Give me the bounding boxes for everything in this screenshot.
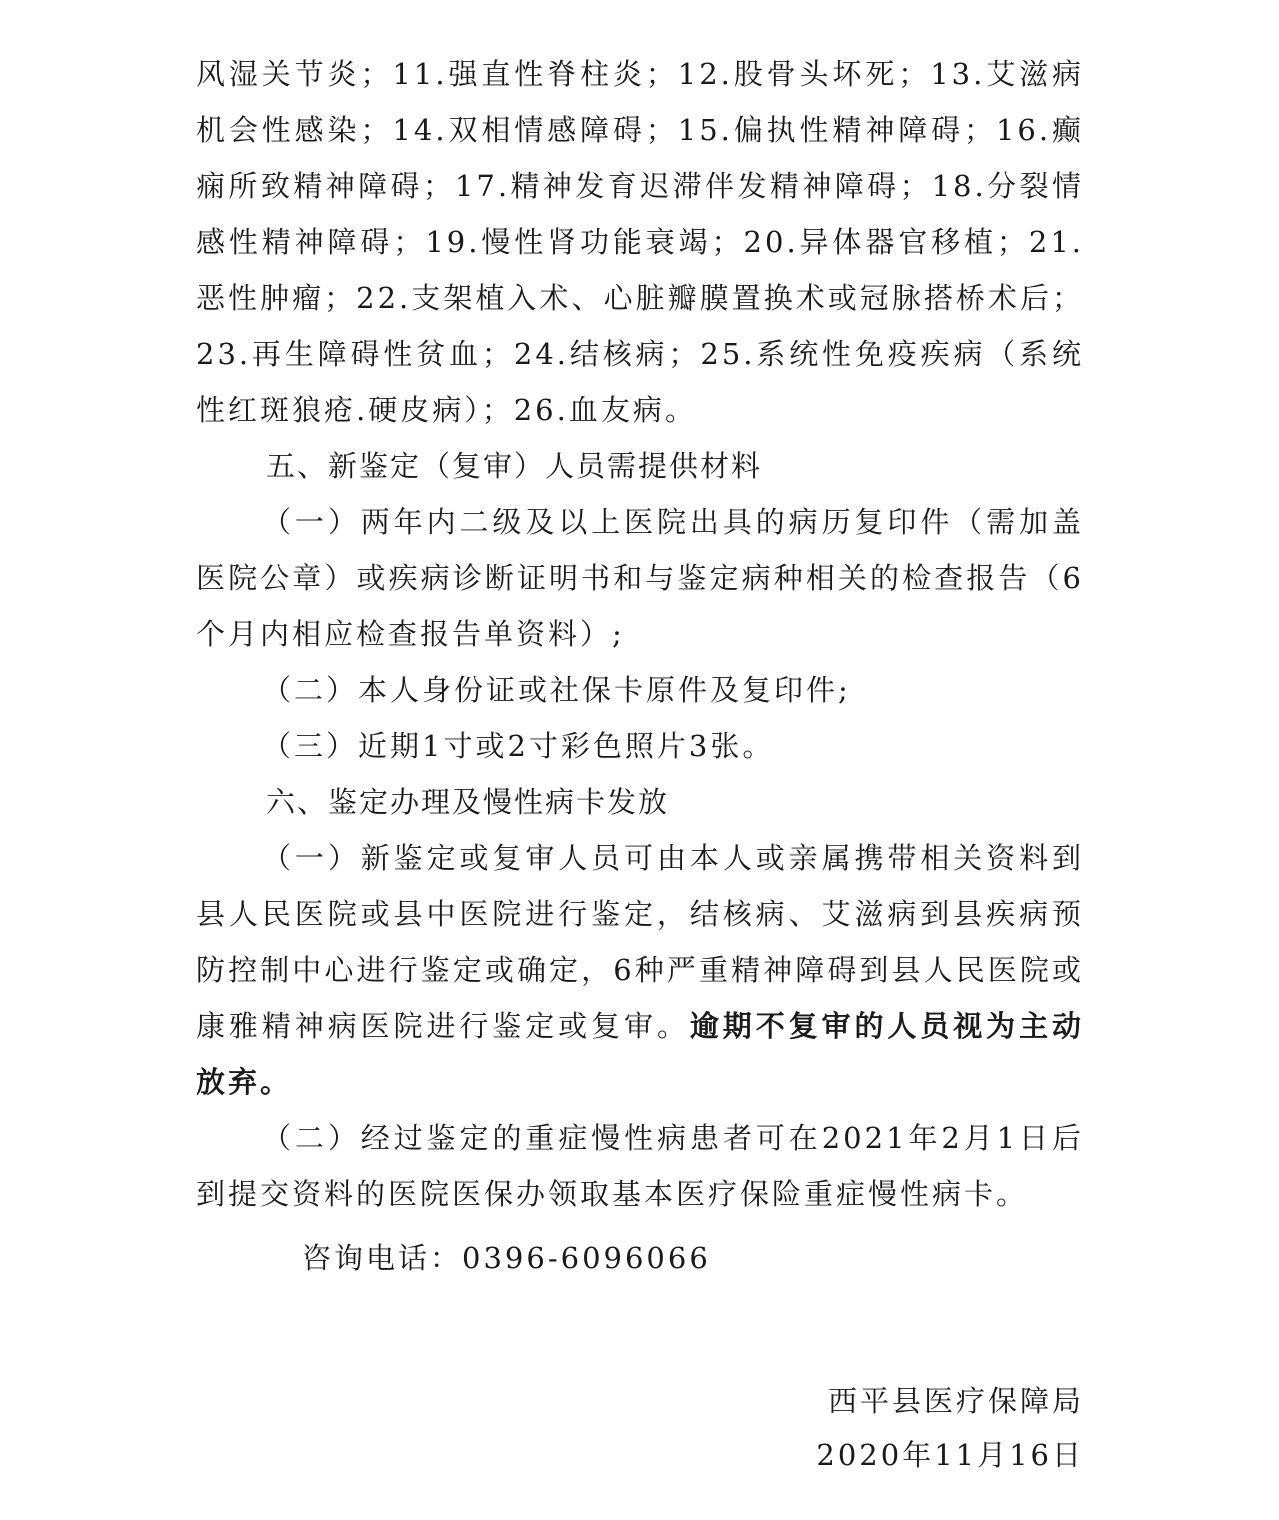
- contact-label: 咨询电话：: [302, 1241, 463, 1275]
- contact-line: [196, 1230, 1084, 1286]
- disease-list-continuation: 风湿关节炎；11.强直性脊柱炎；12.股骨头坏死；13.艾滋病机会性感染；14.双相情感障碍；15.偏执性精神障碍；16.癫痫所致精神障碍；17.精神发育迟滞伴发精神障碍；18.分裂情感性精神障碍；19.慢性肾功能衰竭；20.异体器官移植；21.恶性肿瘤；22.支架植入术、心脏瓣膜置换术或冠脉搭桥术后；23.再生障碍性贫血；24.结核病；25.系统性免疫疾病（系统性红斑狼疮.硬皮病）；26.血友病。: [196, 57, 1084, 427]
- section-5-item-1: （一）两年内二级及以上医院出具的病历复印件（需加盖医院公章）或疾病诊断证明书和与鉴定病种相关的检查报告（6个月内相应检查报告单资料）;: [196, 505, 1084, 651]
- section-6-item-1-text: （一）新鉴定或复审人员可由本人或亲属携带相关资料到县人民医院或县中医院进行鉴定，结核病、艾滋病到县疾病预防控制中心进行鉴定或确定，6种严重精神障碍到县人民医院或康雅精神病医院进行鉴定或复审。: [196, 841, 1084, 1043]
- section-6-item-1-bold-note: 逾期不复审的人员视为主动放弃。: [196, 1009, 1084, 1099]
- contact-phone: 0396-6096066: [462, 1241, 711, 1275]
- issuing-organization: 西平县医疗保障局: [827, 1384, 1084, 1418]
- document-body: [196, 46, 1084, 1286]
- section-6-item-1: [196, 830, 1084, 1110]
- issue-date: 2020年11月16日: [816, 1438, 1084, 1472]
- section-5-heading: 五、新鉴定（复审）人员需提供材料: [266, 449, 763, 483]
- section-5-item-3: （三）近期1寸或2寸彩色照片3张。: [262, 729, 775, 763]
- signature-block: [816, 1374, 1084, 1482]
- section-6-heading: 六、鉴定办理及慢性病卡发放: [266, 785, 670, 819]
- section-5-item-2: （二）本人身份证或社保卡原件及复印件;: [262, 673, 851, 707]
- section-6-item-2: （二）经过鉴定的重症慢性病患者可在2021年2月1日后到提交资料的医院医保办领取基本医疗保险重症慢性病卡。: [196, 1121, 1084, 1211]
